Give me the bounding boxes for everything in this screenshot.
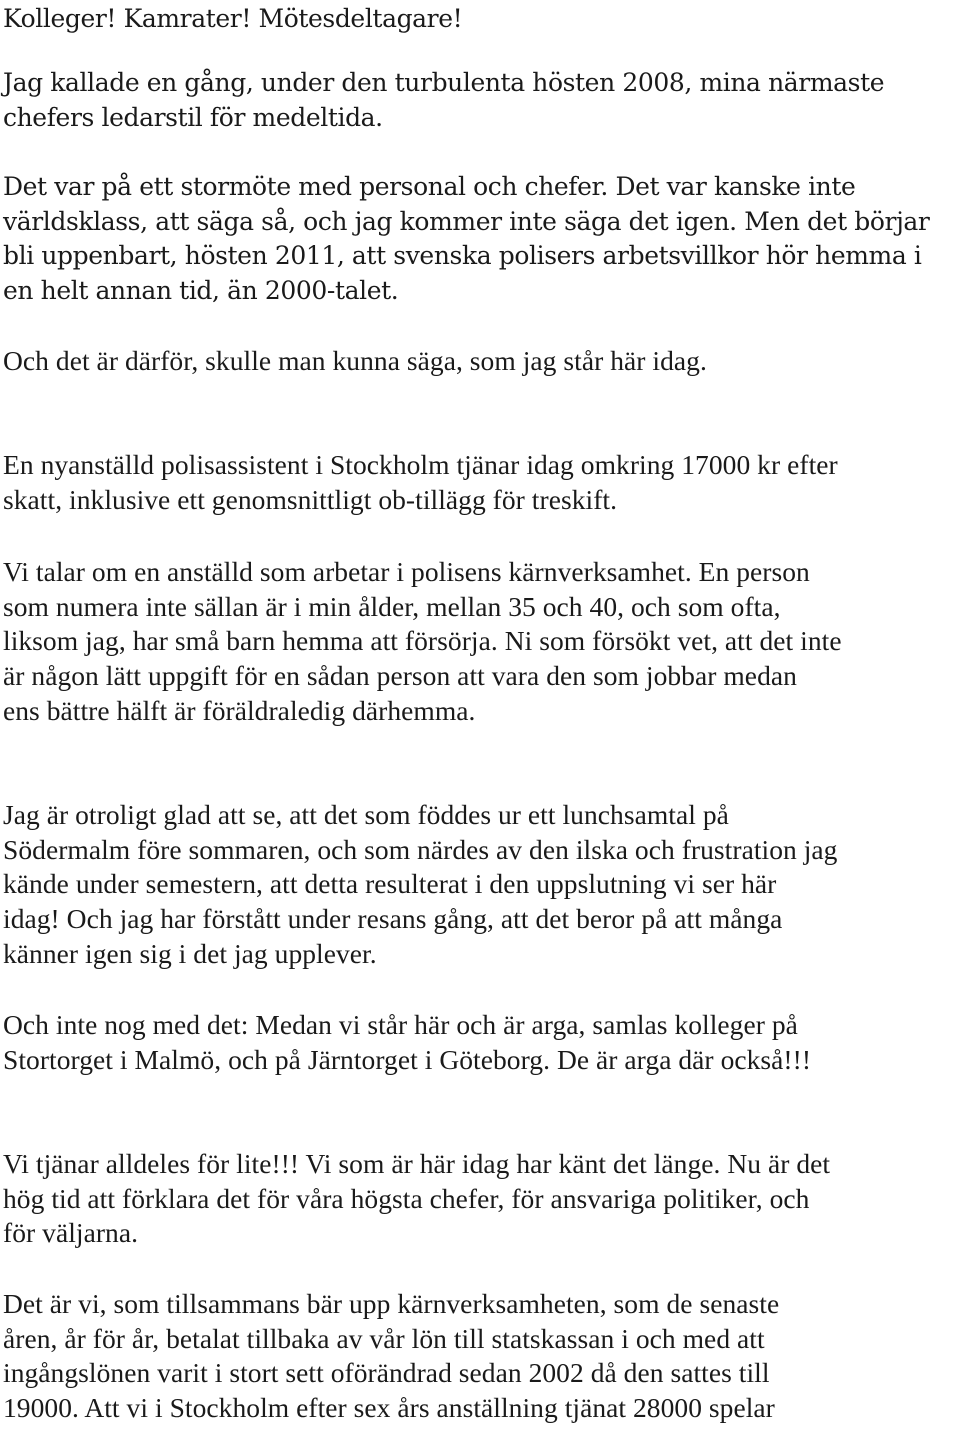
text-line: liksom jag, har små barn hemma att försörja. Ni som försökt vet, att det inte [3,625,842,657]
paragraph-tjanar-for-lite [3,1147,830,1251]
text-line: en helt annan tid, än 2000-talet. [3,275,399,305]
text-line: världsklass, att säga så, och jag kommer inte säga det igen. Men det börjar [3,206,930,236]
text-line: känner igen sig i det jag upplever. [3,937,377,969]
text-line: åren, år för år, betalat tillbaka av vår lön till statskassan i och med att [3,1322,765,1354]
paragraph-karnverksamhet [3,555,842,729]
paragraph-stormote [3,170,929,308]
text-line: Stortorget i Malmö, och på Järntorget i Göteborg. De är arga där också!!! [3,1043,812,1075]
text-line: Och inte nog med det: Medan vi står här och är arga, samlas kolleger på [3,1009,798,1040]
paragraph-2008 [3,66,884,135]
text-line: Södermalm före sommaren, och som närdes av den ilska och frustration jag [3,833,838,865]
text-line: Jag kallade en gång, under den turbulenta hösten 2008, mina närmaste [3,68,885,97]
paragraph-glad [3,798,837,972]
text-line: idag! Och jag har förstått under resans gång, att det beror på att många [3,903,783,935]
text-line: för väljarna. [3,1217,139,1249]
text-line: Det är vi, som tillsammans bär upp kärnverksamheten, som de senaste [3,1288,780,1319]
text-line: Det var på ett stormöte med personal och chefer. Det var kanske inte [3,172,856,201]
text-line: kände under semestern, att detta resulterat i den uppslutning vi ser här [3,868,777,900]
text-line: Jag är otroligt glad att se, att det som föddes ur ett lunchsamtal på [3,799,729,830]
paragraph-star-har [3,344,707,379]
paragraph-karnverksamheten [3,1287,779,1426]
paragraph-malmo-goteborg [3,1008,811,1077]
text-line: Vi talar om en anställd som arbetar i polisens kärnverksamhet. En person [3,556,810,587]
text-line: chefers ledarstil för medeltida. [3,102,383,132]
paragraph-nyanstalld [3,448,838,517]
paragraph-greeting [3,2,462,37]
text-line: 19000. Att vi i Stockholm efter sex års anställning tjänat 28000 spelar [3,1392,775,1424]
text-line: ingångslönen varit i stort sett oförändrad sedan 2002 då den sattes till [3,1357,770,1389]
text-line: Vi tjänar alldeles för lite!!! Vi som är här idag har känt det länge. Nu är det [3,1148,831,1179]
text-line: Och det är därför, skulle man kunna säga, som jag står här idag. [3,345,707,376]
text-line: Kolleger! Kamrater! Mötesdeltagare! [3,4,463,33]
text-line: bli uppenbart, hösten 2011, att svenska polisers arbetsvillkor hör hemma i [3,241,922,270]
text-line: som numera inte sällan är i min ålder, mellan 35 och 40, och som ofta, [3,590,781,622]
text-line: En nyanställd polisassistent i Stockholm tjänar idag omkring 17000 kr efter [3,449,838,480]
text-line: är någon lätt uppgift för en sådan person att vara den som jobbar medan [3,660,797,692]
text-line: ens bättre hälft är föräldraledig därhemma. [3,694,476,726]
text-line: skatt, inklusive ett genomsnittligt ob-tillägg för treskift. [3,483,618,515]
text-line: hög tid att förklara det för våra högsta chefer, för ansvariga politiker, och [3,1182,810,1214]
